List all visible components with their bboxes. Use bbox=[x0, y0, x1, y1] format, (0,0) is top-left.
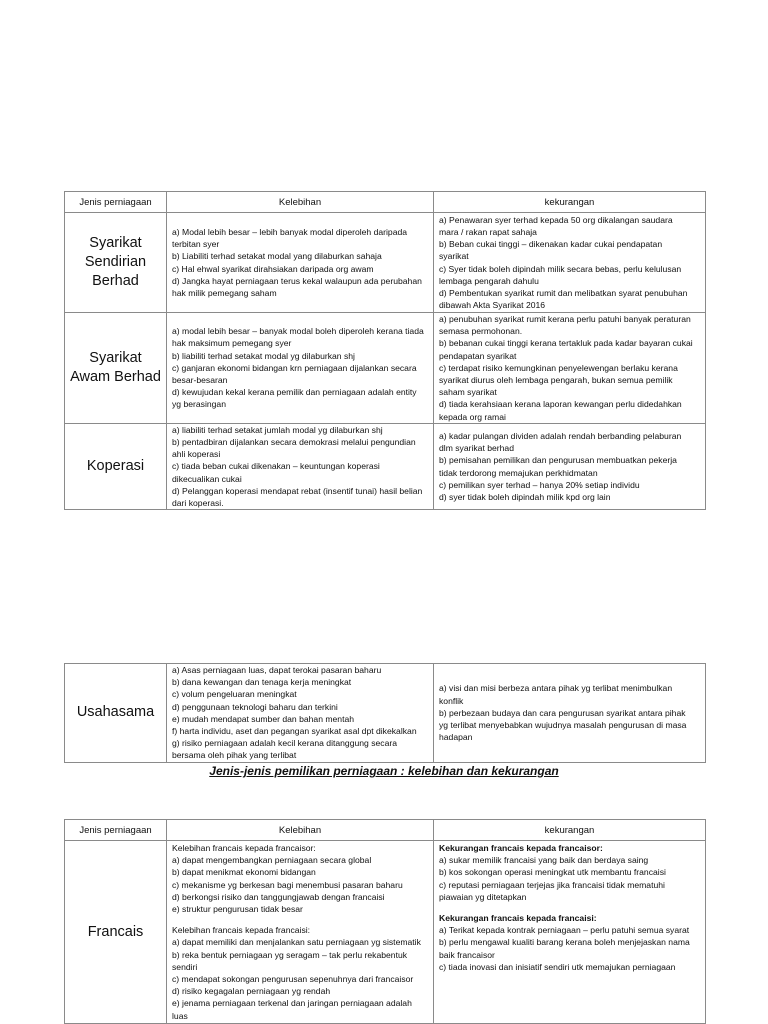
table-header-row bbox=[65, 192, 706, 213]
section-heading: Kekurangan francais kepada francaisi: bbox=[439, 913, 597, 924]
section-heading: Kekurangan francais kepada francaisor: bbox=[439, 843, 603, 853]
text-line: a) modal lebih besar – banyak modal boleh diperoleh kerana tiada bbox=[172, 326, 424, 337]
text-line: c) Syer tidak boleh dipindah milik secara bebas, perlu kelulusan bbox=[439, 263, 682, 274]
text-line: e) jenama perniagaan terkenal dan jaringan perniagaan adalah bbox=[172, 998, 412, 1009]
text-line: d) Pembentukan syarikat rumit dan melibatkan syarat penubuhan bbox=[439, 287, 688, 298]
text-line: d) Pelanggan koperasi mendapat rebat (insentif tunai) hasil belian bbox=[172, 485, 423, 496]
text-line: dikecualikan cukai bbox=[172, 473, 242, 484]
comparison-table-1 bbox=[64, 191, 706, 510]
text-line: d) Jangka hayat perniagaan terus kekal walaupun ada perubahan bbox=[172, 275, 422, 286]
text-line: c) pemilikan syer terhad – hanya 20% setiap individu bbox=[439, 479, 640, 490]
spacer bbox=[172, 915, 428, 924]
header-jenis: Jenis perniagaan bbox=[65, 192, 167, 213]
row-name-line: Koperasi bbox=[86, 458, 145, 475]
row-name bbox=[65, 313, 167, 424]
text-line: ahli koperasi bbox=[172, 449, 221, 460]
text-line: a) visi dan misi berbeza antara pihak yg terlibat menimbulkan bbox=[439, 683, 673, 694]
text-line: a) liabiliti terhad setakat jumlah modal yg dilaburkan shj bbox=[172, 424, 383, 435]
row-name-line: Francais bbox=[87, 923, 144, 940]
text-line: a) Asas perniagaan luas, dapat terokai pasaran baharu bbox=[172, 665, 382, 675]
text-line: c) ganjaran ekonomi bidangan krn perniagaan dijalankan secara bbox=[172, 362, 417, 373]
table-row bbox=[65, 664, 706, 763]
text-line: a) Modal lebih besar – lebih banyak modal diperoleh daripada bbox=[172, 226, 408, 237]
text-line: mara / rakan rapat sahaja bbox=[439, 226, 537, 237]
text-line: d) syer tidak boleh dipindah milik kpd org lain bbox=[439, 491, 611, 502]
row-name-line: Usahasama bbox=[76, 704, 155, 721]
text-line: baik francaisor bbox=[439, 949, 495, 960]
kelebihan-cell bbox=[167, 664, 434, 763]
section-heading: Kelebihan francais kepada francaisi: bbox=[172, 925, 311, 936]
text-line: a) dapat mengembangkan perniagaan secara global bbox=[172, 855, 372, 866]
kekurangan-cell bbox=[434, 213, 706, 313]
text-line: b) Liabiliti terhad setakat modal yang dilaburkan sahaja bbox=[172, 251, 382, 262]
text-line: a) kadar pulangan dividen adalah rendah berbanding pelaburan bbox=[439, 430, 682, 441]
text-line: e) mudah mendapat sumber dan bahan mentah bbox=[172, 713, 355, 724]
text-line: c) tiada beban cukai dikenakan – keuntungan koperasi bbox=[172, 461, 380, 472]
kekurangan-cell bbox=[434, 841, 706, 1024]
text-line: terbitan syer bbox=[172, 239, 220, 250]
kelebihan-cell bbox=[167, 841, 434, 1024]
text-line: d) risiko kegagalan perniagaan yg rendah bbox=[172, 986, 331, 997]
text-line: f) harta individu, aset dan pegangan syarikat asal dpt dikekalkan bbox=[172, 726, 417, 737]
header-jenis: Jenis perniagaan bbox=[65, 820, 167, 841]
text-line: d) kewujudan kekal kerana pemilik dan perniagaan adalah entity bbox=[172, 387, 417, 398]
row-name bbox=[65, 213, 167, 313]
kelebihan-cell bbox=[167, 313, 434, 424]
text-line: b) bebanan cukai tinggi kerana tertakluk pada kadar bayaran cukai bbox=[439, 338, 693, 349]
table-row bbox=[65, 313, 706, 424]
text-line: b) pentadbiran dijalankan secara demokrasi melalui pengundian bbox=[172, 437, 416, 448]
comparison-table-3 bbox=[64, 819, 706, 1024]
row-name-line: Syarikat bbox=[89, 235, 142, 251]
text-line: b) Beban cukai tinggi – dikenakan kadar cukai pendapatan bbox=[439, 239, 663, 250]
text-line: b) pemisahan pemilikan dan pengurusan membuatkan pekerja bbox=[439, 455, 677, 466]
kekurangan-cell bbox=[434, 423, 706, 509]
header-kelebihan: Kelebihan bbox=[167, 820, 434, 841]
text-line: a) sukar memilik francaisi yang baik dan berdaya saing bbox=[439, 855, 649, 866]
text-line: semasa permohonan. bbox=[439, 326, 523, 337]
table-header-row bbox=[65, 820, 706, 841]
comparison-table-2 bbox=[64, 663, 706, 763]
text-line: piawaian yg ditetapkan bbox=[439, 891, 527, 902]
text-line: a) dapat memiliki dan menjalankan satu perniagaan yg sistematik bbox=[172, 937, 421, 948]
text-line: besar-besaran bbox=[172, 375, 228, 386]
text-line: c) Hal ehwal syarikat dirahsiakan daripada org awam bbox=[172, 263, 374, 274]
text-line: yg terlibat menyebabkan wujudnya masalah pengurusan di masa bbox=[439, 719, 687, 730]
text-line: c) tiada inovasi dan inisiatif sendiri utk memajukan perniagaan bbox=[439, 961, 676, 972]
spacer bbox=[439, 903, 700, 912]
text-line: sendiri bbox=[172, 961, 198, 972]
text-line: dibawah Akta Syarikat 2016 bbox=[439, 300, 546, 311]
row-name-line: Awam Berhad bbox=[70, 368, 161, 385]
text-line: c) mendapat sokongan pengurusan sepenuhnya dari francaisor bbox=[172, 974, 414, 985]
kelebihan-cell bbox=[167, 423, 434, 509]
text-line: bersama oleh pihak yang terlibat bbox=[172, 750, 297, 761]
kekurangan-cell bbox=[434, 313, 706, 424]
text-line: b) liabiliti terhad setakat modal yg dilaburkan shj bbox=[172, 350, 355, 361]
text-line: dari koperasi. bbox=[172, 498, 224, 509]
text-line: d) tiada kerahsiaan kerana laporan kewangan perlu didedahkan bbox=[439, 399, 682, 410]
kelebihan-cell bbox=[167, 213, 434, 313]
text-line: a) penubuhan syarikat rumit kerana perlu patuhi banyak peraturan bbox=[439, 314, 691, 324]
text-line: hadapan bbox=[439, 732, 473, 743]
text-line: c) mekanisme yg berkesan bagi menembusi pasaran baharu bbox=[172, 879, 403, 890]
text-line: d) berkongsi risiko dan tanggungjawab dengan francaisi bbox=[172, 891, 385, 902]
text-line: b) reka bentuk perniagaan yg seragam – tak perlu rekabentuk bbox=[172, 949, 408, 960]
text-line: pendapatan syarikat bbox=[439, 350, 517, 361]
text-line: a) Penawaran syer terhad kepada 50 org dikalangan saudara bbox=[439, 214, 673, 225]
text-line: b) perlu mengawal kualiti barang kerana boleh menjejaskan nama bbox=[439, 937, 690, 948]
text-line: b) dapat menikmat ekonomi bidangan bbox=[172, 867, 316, 878]
section-heading: Kelebihan francais kepada francaisor: bbox=[172, 843, 316, 853]
kekurangan-cell bbox=[434, 664, 706, 763]
row-name bbox=[65, 423, 167, 509]
text-line: c) reputasi perniagaan terjejas jika francaisi tidak mematuhi bbox=[439, 879, 665, 890]
text-line: b) perbezaan budaya dan cara pengurusan syarikat antara pihak bbox=[439, 707, 686, 718]
text-line: a) Terikat kepada kontrak perniagaan – perlu patuhi semua syarat bbox=[439, 925, 690, 936]
text-line: hak maksimum pemegang syer bbox=[172, 338, 292, 349]
text-line: dlm syarikat berhad bbox=[439, 443, 514, 454]
text-line: yg berasingan bbox=[172, 399, 226, 410]
row-name bbox=[65, 664, 167, 763]
header-kekurangan: kekurangan bbox=[434, 820, 706, 841]
text-line: b) kos sokongan operasi meningkat utk membantu francaisi bbox=[439, 867, 666, 878]
text-line: syarikat bbox=[439, 251, 469, 262]
text-line: g) risiko perniagaan adalah kecil kerana ditanggung secara bbox=[172, 738, 398, 749]
text-line: b) dana kewangan dan tenaga kerja meningkat bbox=[172, 677, 352, 688]
text-line: saham syarikat bbox=[439, 387, 497, 398]
text-line: d) penggunaan teknologi baharu dan terkini bbox=[172, 701, 338, 712]
text-line: lembaga pengarah dahulu bbox=[439, 275, 539, 286]
table-row bbox=[65, 841, 706, 1024]
text-line: kepada org ramai bbox=[439, 411, 506, 422]
text-line: hak milik pemegang saham bbox=[172, 287, 277, 298]
text-line: c) volum pengeluaran meningkat bbox=[172, 689, 297, 700]
header-kekurangan: kekurangan bbox=[434, 192, 706, 213]
header-kelebihan: Kelebihan bbox=[167, 192, 434, 213]
text-line: luas bbox=[172, 1010, 188, 1021]
row-name-line: Sendirian bbox=[84, 254, 147, 270]
text-line: e) struktur pengurusan tidak besar bbox=[172, 904, 303, 915]
text-line: konflik bbox=[439, 695, 464, 706]
row-name-line: Syarikat bbox=[89, 349, 142, 366]
text-line: c) terdapat risiko kemungkinan penyelewengan berlaku kerana bbox=[439, 362, 678, 373]
row-name bbox=[65, 841, 167, 1024]
table-row bbox=[65, 213, 706, 313]
table-row bbox=[65, 423, 706, 509]
document-caption: Jenis-jenis pemilikan perniagaan : kelebihan dan kekurangan bbox=[209, 764, 559, 778]
row-name-line: Berhad bbox=[92, 273, 139, 289]
text-line: syarikat diurus oleh lembaga pengarah, bukan semua pemilik bbox=[439, 375, 673, 386]
text-line: tidak terdorong memajukan perkhidmatan bbox=[439, 467, 598, 478]
